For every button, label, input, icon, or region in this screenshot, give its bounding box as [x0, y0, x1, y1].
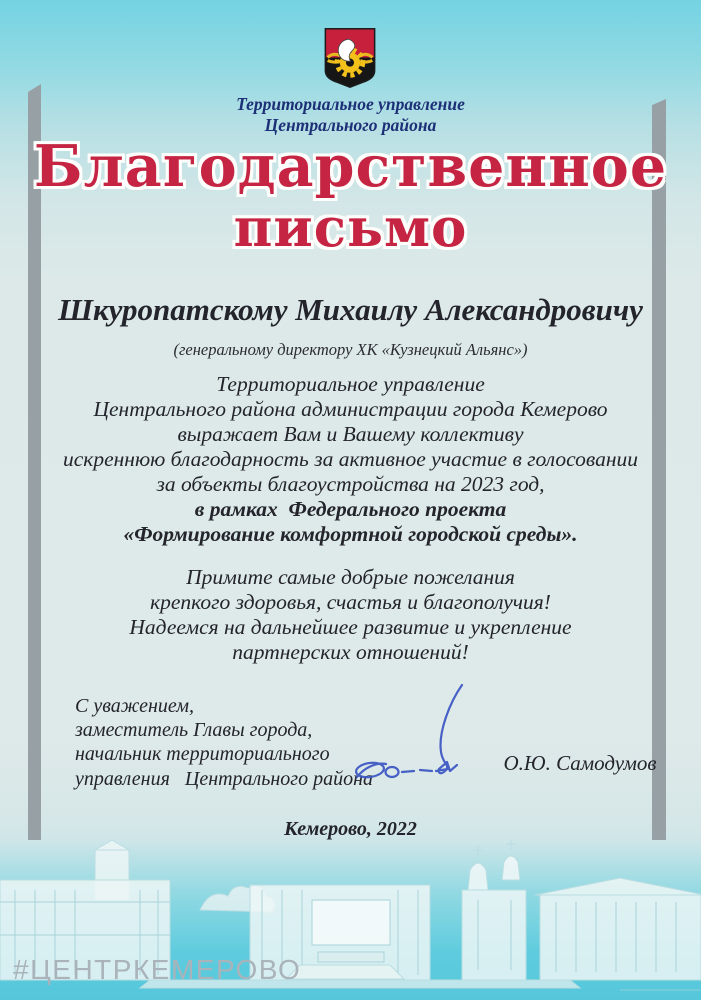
certificate-title: [0, 133, 701, 261]
title-line2: письмо: [233, 197, 468, 259]
text-line: искреннюю благодарность за активное участие в голосовании: [62, 447, 639, 472]
text-line: Примите самые добрые пожелания: [186, 565, 515, 589]
text-line: С уважением,: [75, 695, 195, 717]
signoff-block: [75, 694, 373, 791]
text-line: в рамках Федерального проекта: [194, 497, 507, 521]
recipient-name: Шкуропатскому Михаилу Александровичу: [58, 292, 643, 327]
title-line1: Благодарственное: [33, 133, 668, 200]
signer-name: О.Ю. Самодумов: [503, 751, 657, 775]
text-line: крепкого здоровья, счастья и благополучия!: [150, 590, 551, 615]
org-subtitle: [0, 94, 701, 135]
place-and-year: Кемерово, 2022: [284, 818, 417, 840]
text-line: «Формирование комфортной городской среды».: [123, 522, 578, 547]
kemerovo-coat-of-arms-icon: [322, 26, 378, 90]
text-line: начальник территориального: [75, 743, 330, 766]
body-paragraph-1: [40, 372, 661, 497]
text-line: заместитель Главы города,: [75, 719, 313, 742]
text-line: выражает Вам и Вашему коллективу: [177, 422, 524, 447]
body-paragraph-1-bold: [40, 497, 661, 547]
recipient-role: (генеральному директору ХК «Кузнецкий Альянс»): [173, 340, 528, 359]
text-line: управления Центрального района: [75, 767, 374, 790]
text-line: Надеемся на дальнейшее развитие и укрепление: [129, 615, 572, 640]
handwritten-signature: [350, 682, 500, 787]
org-line1: Территориальное управление: [236, 94, 465, 114]
text-line: за объекты благоустройства на 2023 год,: [156, 472, 545, 497]
body-paragraph-2: [40, 565, 661, 665]
text-line: партнерских отношений!: [232, 640, 469, 665]
text-line: Территориальное управление: [216, 372, 485, 396]
text-line: Центрального района администрации города Кемерово: [93, 397, 608, 422]
hashtag-label: #ЦЕНТРКЕМЕРОВО: [13, 954, 302, 985]
org-line2: Центрального района: [264, 114, 437, 135]
